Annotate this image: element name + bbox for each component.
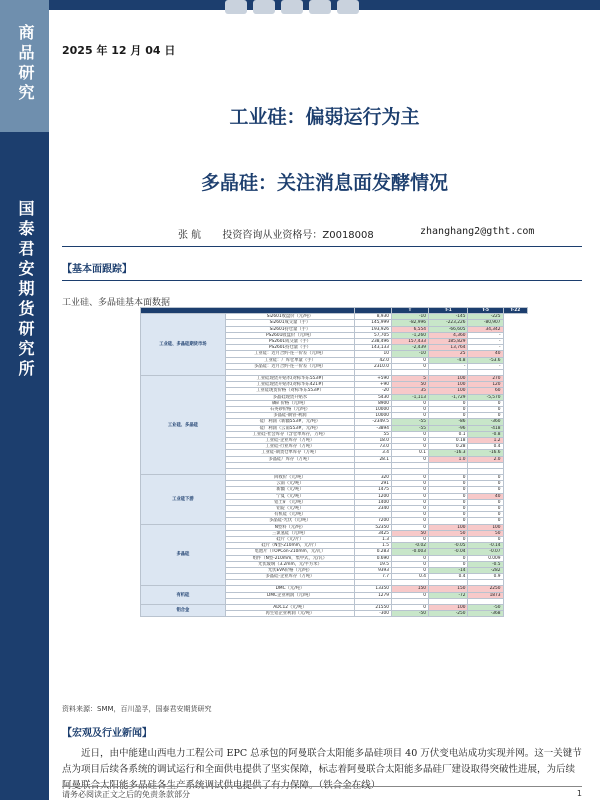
table-value-cell: -16.6 — [468, 450, 503, 456]
table-value-cell: 0 — [392, 487, 429, 493]
table-value-cell: -1,113 — [392, 394, 429, 400]
table-value-cell: 0 — [392, 592, 429, 598]
table-value-cell: 42.0 — [355, 357, 392, 363]
table-value-cell: 0.283 — [355, 549, 392, 555]
table-value-cell: -223,226 — [428, 320, 467, 326]
table-value-cell: 50 — [468, 530, 503, 536]
table-label-cell: PS2601成交量（手） — [225, 338, 354, 344]
table-value-cell: 0 — [428, 487, 467, 493]
table-label-cell: DMC企业利润（元/吨） — [225, 592, 354, 598]
table-header-cell: T — [392, 308, 429, 314]
table-value-cell: 0.009 — [468, 555, 503, 561]
table-value-cell: 1200 — [355, 493, 392, 499]
table-value-cell: 2.0 — [468, 456, 503, 462]
table-value-cell: -0.02 — [392, 543, 429, 549]
table-value-cell: 0 — [468, 536, 503, 542]
table-value-cell: 0.4 — [392, 574, 429, 580]
table-value-cell: -20 — [355, 388, 392, 394]
table-label-cell: 工业硅-期货仓单库存（万吨） — [225, 450, 354, 456]
table-group-cell: 工业硅、多晶硅期货市场 — [141, 314, 226, 376]
table-value-cell: 0 — [468, 475, 503, 481]
page-number: 1 — [576, 789, 582, 798]
table-value-cell: 0 — [392, 481, 429, 487]
section-news: 【宏观及行业新闻】 — [62, 728, 152, 739]
table-value-cell: 28.1 — [355, 456, 392, 462]
table-label-cell: Si2601持仓量（手） — [225, 326, 354, 332]
table-label-cell: 宁夏（元/吨） — [225, 493, 354, 499]
author-email: zhanghang2@gtht.com — [420, 226, 535, 237]
table-group-cell: 有机硅 — [141, 586, 226, 605]
table-value-cell: -0.003 — [392, 549, 429, 555]
table-value-cell: 50 — [392, 530, 429, 536]
table-value-cell: 120 — [468, 382, 503, 388]
table-value-cell: 0 — [428, 536, 467, 542]
table-label-cell: 硅片（N型-210mm，元/片） — [225, 543, 354, 549]
table-value-cell: 0 — [468, 413, 503, 419]
table-value-cell: -3894 — [355, 425, 392, 431]
table-value-cell: 0 — [468, 518, 503, 524]
table-value-cell: 50 — [428, 530, 467, 536]
table-label-cell: 工业硅：厂库仓单量（手） — [225, 357, 354, 363]
table-value-cell: 0 — [468, 512, 503, 518]
table-value-cell: 0 — [428, 512, 467, 518]
table-value-cell: 35 — [392, 388, 429, 394]
sidebar — [0, 0, 49, 800]
table-value-cell: 2310.0 — [355, 363, 392, 369]
table-value-cell: 291 — [355, 481, 392, 487]
table-value-cell: - — [428, 363, 467, 369]
table-value-cell: 0 — [392, 512, 429, 518]
fundamentals-table — [140, 307, 528, 617]
table-label-cell: 回收价（元/吨） — [225, 475, 354, 481]
table-value-cell: -368 — [468, 611, 503, 617]
table-value-cell: 21550 — [355, 605, 392, 611]
table-value-cell: 0 — [392, 437, 429, 443]
table-value-cell: -86 — [428, 419, 467, 425]
table-value-cell: 193,926 — [355, 326, 392, 332]
table-value-cell: 0 — [428, 561, 467, 567]
table-value-cell: -80,907 — [468, 320, 503, 326]
table-label-cell: 多晶硅现货升贴水 — [225, 394, 354, 400]
table-value-cell: -4.8 — [428, 357, 467, 363]
table-value-cell: -55 — [392, 425, 429, 431]
table-value-cell: 2250 — [468, 586, 503, 592]
table-value-cell: 0 — [392, 524, 429, 530]
table-label-cell: 工业硅现货价格（对标华东553#） — [225, 388, 354, 394]
table-label-cell: 光伏玻璃（3.2mm，元/平方米） — [225, 561, 354, 567]
divider — [62, 246, 582, 247]
table-value-cell: -16.3 — [428, 450, 467, 456]
table-value-cell: 60 — [468, 388, 503, 394]
table-value-cell: 0 — [392, 499, 429, 505]
table-value-cell: 0 — [392, 555, 429, 561]
table-caption: 工业硅、多晶硅基本面数据 — [62, 298, 171, 308]
table-value-cell: +590 — [355, 376, 392, 382]
table-value-cell: 0 — [392, 475, 429, 481]
table-label-cell: 组件（N型-210mm，集中式，元/瓦） — [225, 555, 354, 561]
table-label-cell: PS2601收盘价（元/吨） — [225, 332, 354, 338]
table-label-cell: 光伏EVA价格（元/吨） — [225, 567, 354, 573]
table-label-cell: PS2601持仓量（手） — [225, 345, 354, 351]
table-value-cell: 0.9 — [468, 574, 503, 580]
divider — [62, 280, 582, 281]
table-value-cell: 270 — [468, 376, 503, 382]
table-value-cell: -0.14 — [468, 543, 503, 549]
table-label-cell: 工业硅：近月合约-连一价差（元/吨） — [225, 351, 354, 357]
table-value-cell: 1873 — [468, 592, 503, 598]
table-value-cell: 13,764 — [428, 345, 467, 351]
table-value-cell: -82,996 — [392, 320, 429, 326]
table-value-cell: -96 — [428, 425, 467, 431]
table-value-cell: 100 — [428, 388, 467, 394]
table-group-cell: 铝合金 — [141, 605, 226, 617]
table-value-cell: -53.6 — [468, 357, 503, 363]
table-value-cell: 3425 — [355, 530, 392, 536]
table-group-cell: 工业硅、多晶硅 — [141, 376, 226, 475]
table-value-cell: 13350 — [355, 586, 392, 592]
table-value-cell: 0 — [428, 518, 467, 524]
table-label-cell: 三氯氢硅（元/吨） — [225, 530, 354, 536]
table-label-cell: 硅厂利润（新疆553#，元/吨） — [225, 419, 354, 425]
table-label-cell: 云南（元/吨） — [225, 481, 354, 487]
table-value-cell: 157,433 — [392, 338, 429, 344]
table-label-cell: 铝土矿（元/吨） — [225, 499, 354, 505]
table-value-cell: 25 — [428, 351, 467, 357]
table-label-cell: 有机硅（元/吨） — [225, 512, 354, 518]
table-value-cell: 19.5 — [355, 561, 392, 567]
source-note: 资料来源：SMM，百川盈孚，国泰君安期货研究 — [62, 705, 212, 713]
table-label-cell: 磷矿价格（元/吨） — [225, 400, 354, 406]
table-value-cell: 18.0 — [355, 437, 392, 443]
author-line — [178, 226, 374, 241]
table-value-cell: 0 — [392, 413, 429, 419]
table-label-cell: 工业硅现货升贴水(对标华东553#) — [225, 376, 354, 382]
table-value-cell: 0 — [392, 407, 429, 413]
table-value-cell: - — [468, 338, 503, 344]
table-label-cell: 工业硅现货升贴水(对标华东421#) — [225, 382, 354, 388]
table-value-cell: 0 — [428, 475, 467, 481]
table-value-cell: 52350 — [355, 524, 392, 530]
table-value-cell: - — [468, 332, 503, 338]
table-value-cell: -0.05 — [428, 543, 467, 549]
footer-text: 请务必阅读正文之后的免责条款部分 — [62, 790, 190, 799]
title-sub: 多晶硅：关注消息面发酵情况 — [200, 172, 448, 194]
logo-icon — [225, 0, 375, 18]
table-value-cell: 0 — [468, 506, 503, 512]
table-value-cell: -145 — [428, 314, 467, 320]
table-value-cell: -225 — [468, 314, 503, 320]
table-value-cell: 320 — [355, 475, 392, 481]
table-value-cell: -5,570 — [468, 394, 503, 400]
table-value-cell: -0.5 — [468, 561, 503, 567]
table-value-cell: -66,605 — [428, 326, 467, 332]
table-value-cell: 0.18 — [428, 437, 467, 443]
table-value-cell: 0 — [468, 407, 503, 413]
table-label-cell: 多晶硅-铜管-利润 — [225, 413, 354, 419]
news-body: 近日，由中能建山西电力工程公司 EPC 总承包的阿曼联合太阳能多晶硅项目 40 万伏变电站成功实现并网。这一关键节点为项目后续各系统的调试运行和全面供电提供了坚实保障，标志着阿曼联合太阳能多晶硅厂建设取得突破性进展，为后续阿曼联合太阳能多晶硅各生产系统调试供电提供了有力保障。（铁合金在线） — [62, 748, 582, 791]
table-value-cell: 100 — [428, 382, 467, 388]
footer — [62, 786, 582, 800]
table-label-cell: 新疆（元/吨） — [225, 487, 354, 493]
table-value-cell: 0 — [392, 518, 429, 524]
table-value-cell: 150 — [392, 586, 429, 592]
table-value-cell: -1,729 — [428, 394, 467, 400]
table-value-cell: 40 — [468, 351, 503, 357]
table-value-cell: 100 — [428, 376, 467, 382]
table-value-cell: - — [468, 345, 503, 351]
table-value-cell: 0 — [392, 444, 429, 450]
table-value-cell: 0 — [468, 400, 503, 406]
table-value-cell: 143,133 — [355, 345, 392, 351]
table-value-cell: -1,260 — [392, 332, 429, 338]
table-value-cell: 1.2 — [468, 437, 503, 443]
table-value-cell: 9393 — [355, 567, 392, 573]
table-label-cell: 工业硅-行业库存（万吨） — [225, 444, 354, 450]
table-value-cell: 0.4 — [468, 444, 503, 450]
table-value-cell: 0 — [392, 536, 429, 542]
table-value-cell: 0 — [428, 506, 467, 512]
table-header-cell: T-5 — [468, 308, 503, 314]
table-value-cell: 0 — [428, 481, 467, 487]
table-value-cell: -418 — [468, 425, 503, 431]
table-value-cell: 6,554 — [392, 326, 429, 332]
report-date: 2025 年 12 月 04 日 — [62, 44, 176, 57]
table-value-cell: -0.07 — [468, 549, 503, 555]
table-value-cell: 3.4 — [355, 450, 392, 456]
table-value-cell: 0 — [428, 499, 467, 505]
table-value-cell: 5430 — [355, 394, 392, 400]
sidebar-org: 国泰君安期货研究所 — [16, 200, 35, 380]
table-value-cell: -50 — [468, 605, 503, 611]
table-value-cell: 2340 — [355, 506, 392, 512]
table-value-cell: 145,999 — [355, 320, 392, 326]
table-value-cell: 1.5 — [355, 543, 392, 549]
table-value-cell: -0.8 — [468, 431, 503, 437]
table-value-cell: 7200 — [355, 518, 392, 524]
table-value-cell: 0 — [392, 493, 429, 499]
table-value-cell: 238,496 — [355, 338, 392, 344]
table-header-cell: T-22 — [503, 308, 527, 314]
table-value-cell: 0.4 — [428, 574, 467, 580]
table-value-cell: 50 — [392, 382, 429, 388]
table-label-cell: 石英砂价格（元/吨） — [225, 407, 354, 413]
table-value-cell: 1279 — [355, 592, 392, 598]
table-value-cell: 0 — [468, 499, 503, 505]
table-value-cell: 7.7 — [355, 574, 392, 580]
table-value-cell: 55 — [355, 431, 392, 437]
table-label-cell: 硅厂利润（云南553#，元/吨） — [225, 425, 354, 431]
table-value-cell: 0 — [428, 400, 467, 406]
table-value-cell: 100 — [428, 605, 467, 611]
table-label-cell: Si2601成交量（手） — [225, 320, 354, 326]
table-label-cell: 多晶硅：近月合约-连一价差（元/吨） — [225, 363, 354, 369]
table-label-cell: DMC（元/吨） — [225, 586, 354, 592]
table-label-cell: Si2601收盘价（元/吨） — [225, 314, 354, 320]
table-value-cell: 100 — [428, 524, 467, 530]
table-value-cell: 1.3 — [355, 536, 392, 542]
table-value-cell: 0 — [392, 605, 429, 611]
table-value-cell: -282 — [468, 567, 503, 573]
table-value-cell: 1400 — [355, 499, 392, 505]
sidebar-category: 商品研究 — [16, 24, 35, 104]
table-value-cell: -360 — [468, 419, 503, 425]
table-label-cell: 工业硅-企业库存（万吨） — [225, 437, 354, 443]
table-value-cell: 57,705 — [355, 332, 392, 338]
table-value-cell: 150 — [428, 586, 467, 592]
table-label-cell: 再生铝企业利润（元/吨） — [225, 611, 354, 617]
table-label-cell: 多晶硅-光伏（元/吨） — [225, 518, 354, 524]
table-value-cell: 0 — [392, 456, 429, 462]
table-label-cell: N型料（元/吨） — [225, 524, 354, 530]
table-value-cell: -14 — [428, 567, 467, 573]
table-value-cell: 10000 — [355, 407, 392, 413]
table-value-cell: 8900 — [355, 400, 392, 406]
table-value-cell: 0 — [392, 400, 429, 406]
table-value-cell: -50 — [392, 611, 429, 617]
table-value-cell: 1475 — [355, 487, 392, 493]
table-value-cell: -55 — [392, 419, 429, 425]
table-label-cell: 硅片（元/片） — [225, 536, 354, 542]
table-value-cell: 0 — [428, 555, 467, 561]
table-value-cell: 0 — [468, 487, 503, 493]
title-main: 工业硅：偏弱运行为主 — [229, 106, 420, 128]
table-value-cell: -10 — [392, 314, 429, 320]
table-value-cell: 4,360 — [428, 332, 467, 338]
table-label-cell: 多晶硅-企业库存（万吨） — [225, 574, 354, 580]
table-value-cell: -2,439 — [392, 345, 429, 351]
table-value-cell: 1.0 — [428, 456, 467, 462]
table-value-cell: 40 — [468, 493, 503, 499]
table-value-cell: 5 — [392, 376, 429, 382]
table-value-cell: 0 — [428, 493, 467, 499]
table-header-cell: T-1 — [428, 308, 467, 314]
table-value-cell: 0.1 — [428, 431, 467, 437]
table-value-cell: 0 — [392, 567, 429, 573]
table-label-cell: ADC12（元/吨） — [225, 605, 354, 611]
table-label-cell: 电池片（TOPCon-210mm，元/瓦） — [225, 549, 354, 555]
table-label-cell: 多晶硅厂库存（万吨） — [225, 456, 354, 462]
table-value-cell: -300 — [355, 611, 392, 617]
table-value-cell: -0.04 — [428, 549, 467, 555]
table-value-cell: - — [468, 363, 503, 369]
table-value-cell: 10 — [355, 351, 392, 357]
table-label-cell: 工业硅-社会库存（含仓单库存，万吨） — [225, 431, 354, 437]
author-cert: 投资咨询从业资格号：Z0018008 — [222, 230, 374, 241]
table-value-cell: 34,342 — [468, 326, 503, 332]
table-value-cell: +90 — [355, 382, 392, 388]
table-value-cell: -10 — [392, 351, 429, 357]
table-value-cell: 73.0 — [355, 444, 392, 450]
table-value-cell: 0 — [392, 561, 429, 567]
table-value-cell: 0.690 — [355, 555, 392, 561]
author-name: 张 航 — [178, 230, 202, 241]
table-value-cell: 8,930 — [355, 314, 392, 320]
table-value-cell: 0 — [428, 407, 467, 413]
table-value-cell: 10000 — [355, 413, 392, 419]
table-value-cell: 0 — [392, 506, 429, 512]
table-value-cell: -72 — [428, 592, 467, 598]
table-value-cell: -250 — [428, 611, 467, 617]
table-value-cell: 0 — [392, 357, 429, 363]
table-value-cell: 0 — [468, 481, 503, 487]
table-value-cell: 185,829 — [428, 338, 467, 344]
table-value-cell: 0 — [428, 413, 467, 419]
table-group-cell: 多晶硅 — [141, 524, 226, 586]
table-value-cell: -2349.5 — [355, 419, 392, 425]
table-value-cell: 0.28 — [428, 444, 467, 450]
table-group-cell: 工业硅下游 — [141, 475, 226, 525]
table-value-cell: 0 — [392, 431, 429, 437]
table-label-cell: 铝锭（元/吨） — [225, 506, 354, 512]
table-value-cell: 100 — [468, 524, 503, 530]
section-basic: 【基本面跟踪】 — [62, 264, 132, 275]
table-value-cell: 0.1 — [392, 450, 429, 456]
table-value-cell: 0 — [392, 363, 429, 369]
